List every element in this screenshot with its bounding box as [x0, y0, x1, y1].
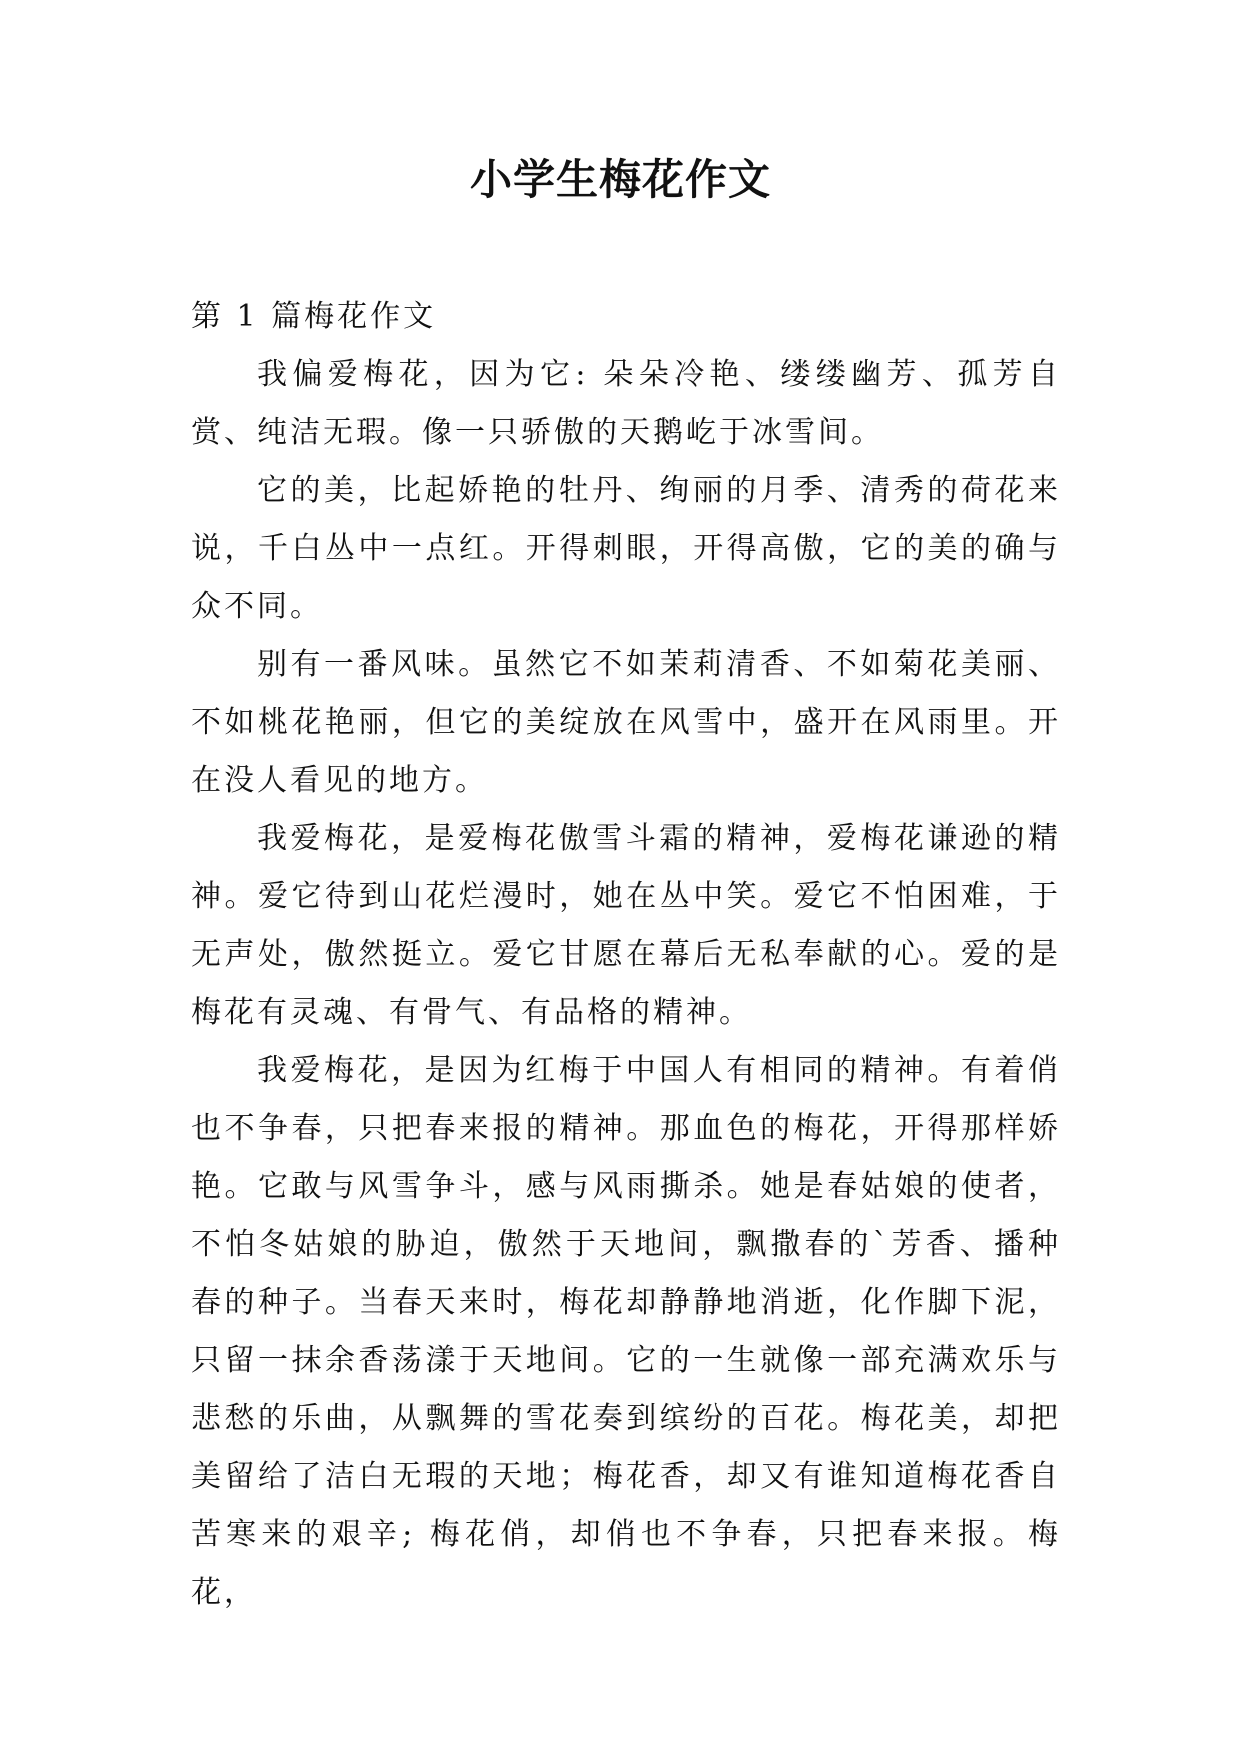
- paragraph: 我爱梅花，是因为红梅于中国人有相同的精神。有着俏也不争春，只把春来报的精神。那血色的梅花，开得那样娇艳。它敢与风雪争斗，感与风雨撕杀。她是春姑娘的使者，不怕冬姑娘的胁迫，傲然于天地间，飘撒春的`芳香、播种春的种子。当春天来时，梅花却静静地消逝，化作脚下泥，只留一抹余香荡漾于天地间。它的一生就像一部充满欢乐与悲愁的乐曲，从飘舞的雪花奏到缤纷的百花。梅花美，却把美留给了洁白无瑕的天地；梅花香，却又有谁知道梅花香自苦寒来的艰辛; 梅花俏，却俏也不争春，只把春来报。梅花，: [191, 1053, 1061, 1610]
- document-body: [191, 288, 1061, 1622]
- paragraph: 我爱梅花，是爱梅花傲雪斗霜的精神，爱梅花谦逊的精神。爱它待到山花烂漫时，她在丛中笑。爱它不怕困难，于无声处，傲然挺立。爱它甘愿在幕后无私奉献的心。爱的是梅花有灵魂、有骨气、有品格的精神。: [191, 821, 1061, 1030]
- paragraph: 它的美，比起娇艳的牡丹、绚丽的月季、清秀的荷花来说，千白丛中一点红。开得刺眼，开得高傲，它的美的确与众不同。: [191, 473, 1061, 624]
- section-heading: 第 1 篇梅花作文: [191, 299, 437, 334]
- document-title: 小学生梅花作文: [469, 155, 771, 204]
- paragraph: 别有一番风味。虽然它不如茉莉清香、不如菊花美丽、不如桃花艳丽，但它的美绽放在风雪中，盛开在风雨里。开在没人看见的地方。: [191, 647, 1061, 798]
- paragraph: 我偏爱梅花，因为它: 朵朵冷艳、缕缕幽芳、孤芳自赏、纯洁无瑕。像一只骄傲的天鹅屹于冰雪间。: [191, 357, 1061, 450]
